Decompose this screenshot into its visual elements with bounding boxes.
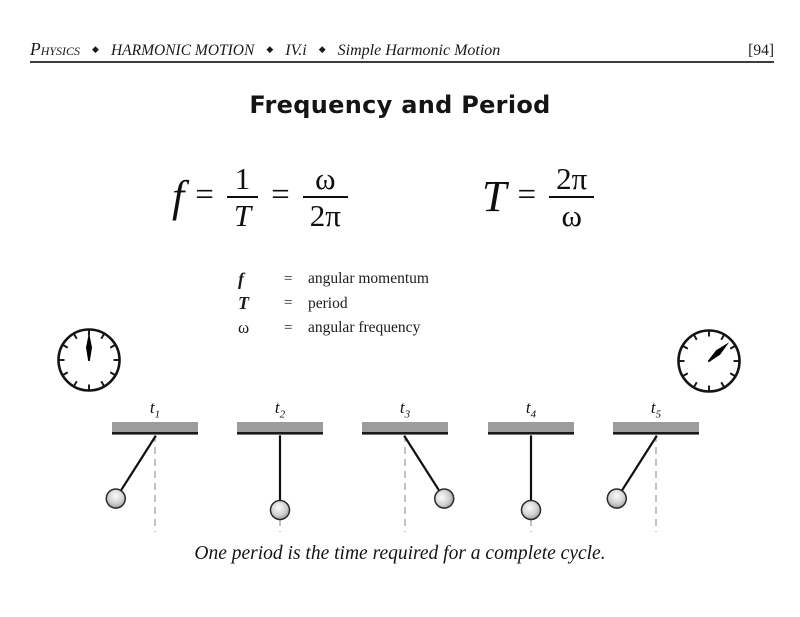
diamond-separator-icon: ◆	[92, 44, 99, 54]
equals-sign: =	[271, 176, 290, 213]
header-breadcrumb	[30, 39, 500, 60]
clock-left-icon	[55, 326, 123, 394]
equals-sign: =	[284, 319, 293, 336]
time-label-t1: $t_1$	[149, 398, 161, 421]
fraction-2pi-over-omega	[549, 161, 594, 233]
legend-symbol-omega: ω	[238, 318, 250, 338]
symbol-legend	[238, 267, 429, 341]
time-label-t5: $t_5$	[650, 398, 662, 421]
legend-definition: angular momentum	[308, 270, 429, 288]
pendulum-bob	[103, 485, 129, 511]
time-label-t3: $t_3$	[399, 398, 411, 421]
header	[30, 39, 774, 60]
header-section: IV.i	[285, 42, 307, 59]
header-course: Physics	[30, 39, 81, 59]
equals-sign: =	[284, 295, 293, 312]
denominator: T	[233, 198, 252, 234]
pendulum-figure-2	[225, 420, 335, 538]
pendulum-figure-3	[350, 420, 460, 538]
equals-sign: =	[195, 176, 214, 213]
equals-sign: =	[517, 176, 537, 213]
numerator: ω	[315, 160, 336, 196]
diamond-separator-icon: ◆	[266, 44, 274, 54]
frequency-formula	[172, 157, 350, 237]
pendulum-bob	[604, 485, 630, 511]
pendulum-figure-4	[476, 420, 586, 538]
legend-definition: period	[308, 294, 348, 312]
fraction-one-over-T	[227, 161, 258, 233]
period-formula	[482, 157, 596, 237]
header-divider	[30, 61, 774, 63]
symbol-T: T	[482, 172, 507, 221]
legend-definition: angular frequency	[308, 319, 421, 337]
numerator: 2π	[556, 160, 588, 196]
denominator: 2π	[309, 198, 341, 234]
header-unit: HARMONIC MOTION	[110, 42, 255, 59]
diamond-separator-icon: ◆	[318, 44, 326, 54]
pendulum-bob	[431, 485, 457, 511]
equals-sign: =	[284, 270, 293, 287]
time-label-t4: $t_4$	[525, 398, 537, 421]
denominator: ω	[561, 198, 582, 234]
symbol-f: f	[172, 172, 185, 221]
pendulum-bob	[522, 501, 541, 520]
legend-symbol-T: T	[238, 293, 249, 314]
fraction-omega-over-2pi	[303, 161, 348, 233]
page-title: Frequency and Period	[249, 91, 551, 119]
numerator: 1	[234, 160, 251, 196]
clock-right-icon	[675, 327, 743, 395]
pendulum-bob	[271, 501, 290, 520]
figure-caption: One period is the time required for a complete cycle.	[194, 543, 606, 564]
pendulum-figure-5	[601, 420, 711, 538]
time-label-t2: $t_2$	[274, 398, 286, 421]
page-number: [94]	[748, 42, 774, 59]
legend-symbol-f: f	[238, 268, 244, 289]
header-topic: Simple Harmonic Motion	[337, 42, 501, 59]
pendulum-figure-1	[100, 420, 210, 538]
